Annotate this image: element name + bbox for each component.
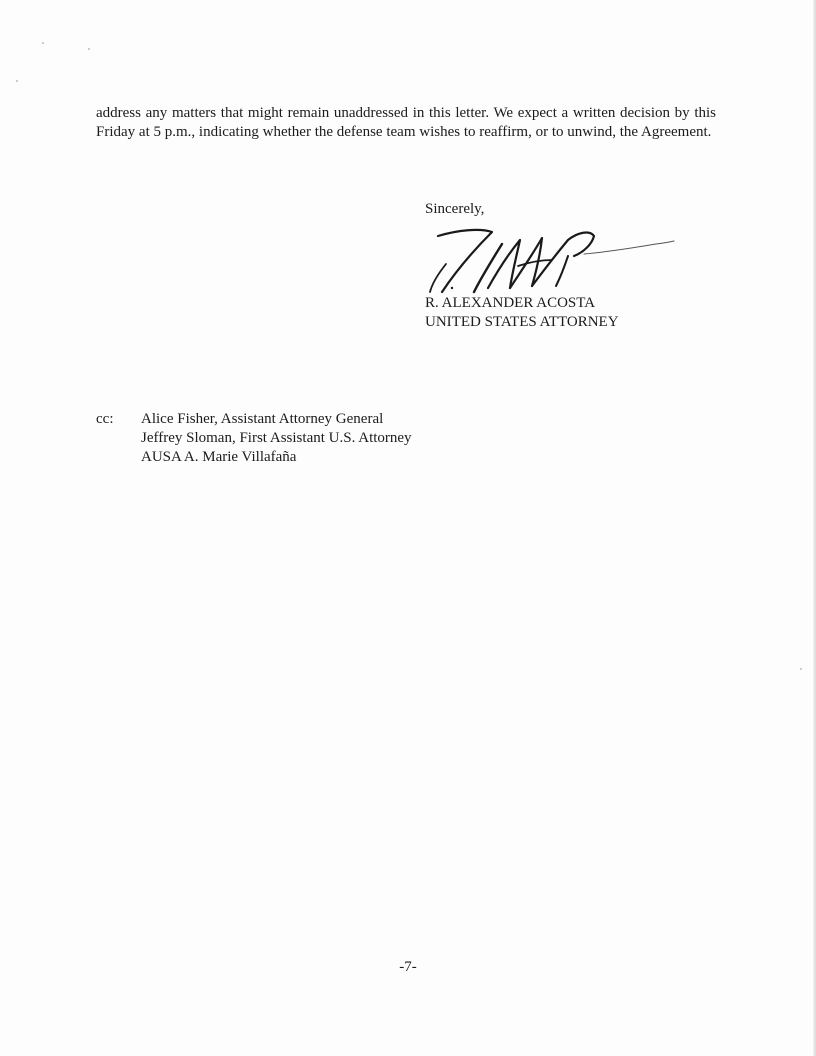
cc-recipient: Alice Fisher, Assistant Attorney General <box>141 411 384 427</box>
scan-speck <box>800 668 802 670</box>
scan-speck <box>42 42 44 44</box>
signer-name: R. ALEXANDER ACOSTA <box>425 295 596 311</box>
signer-block <box>425 294 619 332</box>
scan-speck <box>88 48 90 50</box>
page-number: -7- <box>399 959 417 975</box>
cc-label: cc: <box>96 411 114 427</box>
cc-recipient: Jeffrey Sloman, First Assistant U.S. Attorney <box>141 430 412 446</box>
signer-title: UNITED STATES ATTORNEY <box>425 314 619 330</box>
cc-recipient-list <box>141 410 412 467</box>
letter-closing: Sincerely, <box>425 201 485 217</box>
scan-speck <box>16 80 18 82</box>
handwritten-signature <box>418 222 678 296</box>
letter-body-paragraph: address any matters that might remain unaddressed in this letter. We expect a written decision by this Friday at 5 p.m., indicating whether the defense team wishes to reaffirm, or to unwind, the Agreement. <box>96 105 716 140</box>
cc-recipient: AUSA A. Marie Villafaña <box>141 449 297 465</box>
